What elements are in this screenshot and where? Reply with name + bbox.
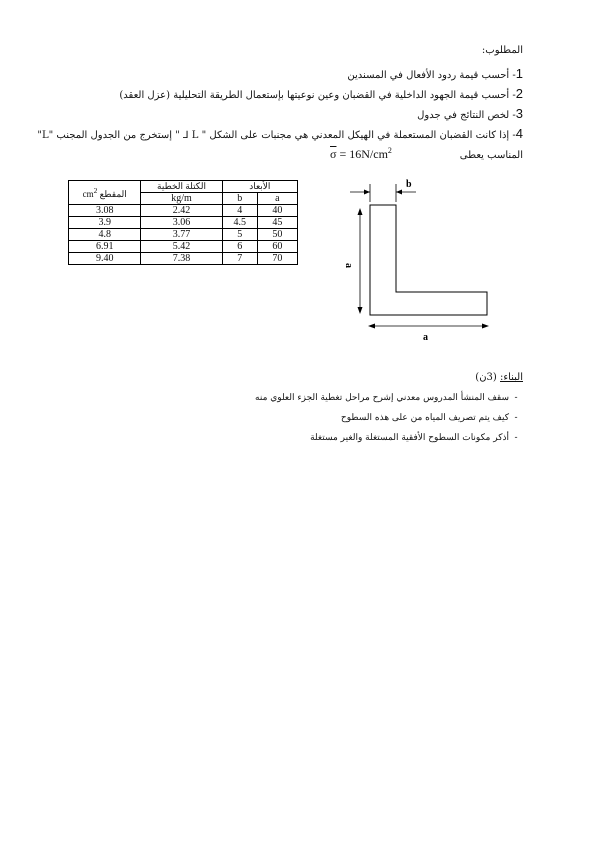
table-row bbox=[69, 217, 298, 229]
construction-points: (3ن) bbox=[475, 372, 497, 383]
task-number: 4 bbox=[515, 126, 523, 141]
header-mass-unit: kg/m bbox=[141, 193, 222, 205]
cell-section: 9.40 bbox=[69, 253, 141, 265]
cell-a: 45 bbox=[257, 217, 297, 229]
section-label: المقطع bbox=[99, 189, 127, 199]
bullet-dash: - bbox=[514, 413, 518, 423]
construction-title: البناء: bbox=[500, 372, 523, 383]
cell-mass: 3.77 bbox=[141, 229, 222, 241]
dim-label-a-bottom: a bbox=[423, 332, 428, 343]
dim-arrowhead-left-bottom bbox=[368, 324, 375, 329]
section-unit-exp: 2 bbox=[93, 186, 98, 195]
cell-section: 3.08 bbox=[69, 205, 141, 217]
stress-value: = 16N/cm bbox=[339, 147, 388, 161]
dim-label-a-side: a bbox=[343, 263, 354, 268]
task-text: - أحسب قيمة الجهود الداخلية في القضبان وعين نوعيتها بإستعمال الطريقة التحليلية (عزل العقد) bbox=[119, 90, 516, 101]
dim-arrowhead-top bbox=[358, 208, 363, 215]
cell-a: 40 bbox=[257, 205, 297, 217]
sigma-symbol: $\overline{\sigma}$ bbox=[330, 147, 337, 161]
allowable-stress-formula bbox=[330, 146, 392, 162]
table-row bbox=[69, 253, 298, 265]
bullet-dash: - bbox=[514, 393, 518, 403]
dim-arrowhead-right-bottom bbox=[482, 324, 489, 329]
header-mass: الكتلة الخطية bbox=[141, 181, 222, 193]
cell-mass: 5.42 bbox=[141, 241, 222, 253]
cell-a: 60 bbox=[257, 241, 297, 253]
cell-section: 3.9 bbox=[69, 217, 141, 229]
cell-mass: 3.06 bbox=[141, 217, 222, 229]
bullet-item bbox=[255, 393, 523, 403]
header-b: b bbox=[222, 193, 257, 205]
task-1 bbox=[347, 66, 523, 81]
cell-a: 70 bbox=[257, 253, 297, 265]
task-2 bbox=[119, 86, 523, 101]
bullet-text: أذكر مكونات السطوح الأفقية المستغلة والغير مستغلة bbox=[310, 433, 509, 443]
task-number: 3 bbox=[515, 106, 523, 121]
bullet-dash: - bbox=[514, 433, 518, 443]
cell-b: 4.5 bbox=[222, 217, 257, 229]
cell-b: 7 bbox=[222, 253, 257, 265]
construction-heading bbox=[475, 372, 523, 383]
cell-b: 6 bbox=[222, 241, 257, 253]
header-a: a bbox=[257, 193, 297, 205]
task-number: 1 bbox=[515, 66, 523, 81]
stress-exponent: 2 bbox=[387, 146, 392, 155]
table-row bbox=[69, 241, 298, 253]
angle-profile-shape bbox=[370, 205, 487, 315]
bullet-item bbox=[341, 413, 523, 423]
task-number: 2 bbox=[515, 86, 523, 101]
dim-label-b: b bbox=[406, 179, 412, 190]
section-unit: cm bbox=[82, 189, 94, 199]
task-4-continuation: المناسب يعطى bbox=[459, 150, 523, 161]
cell-mass: 2.42 bbox=[141, 205, 222, 217]
cell-section: 6.91 bbox=[69, 241, 141, 253]
angle-profile-drawing bbox=[330, 170, 510, 350]
cell-b: 4 bbox=[222, 205, 257, 217]
dim-arrowhead-bottom bbox=[358, 307, 363, 314]
dim-arrowhead-right bbox=[396, 190, 402, 195]
header-section bbox=[69, 181, 141, 205]
table-row bbox=[69, 205, 298, 217]
task-text: - إذا كانت القضبان المستعملة في الهيكل المعدني هي مجنبات على الشكل " L ⅃ " إستخرج من الجدول المجنب "L" bbox=[37, 130, 516, 141]
requirements-heading: المطلوب: bbox=[481, 45, 523, 56]
angle-profiles-table bbox=[68, 180, 298, 265]
task-text: - أحسب قيمة ردود الأفعال في المسندين bbox=[347, 70, 516, 81]
task-4 bbox=[37, 126, 523, 141]
cell-mass: 7.38 bbox=[141, 253, 222, 265]
header-dims: الأبعاد bbox=[222, 181, 297, 193]
table-header-row bbox=[69, 181, 298, 193]
bullet-item bbox=[310, 433, 523, 443]
task-3 bbox=[417, 106, 523, 121]
cell-b: 5 bbox=[222, 229, 257, 241]
bullet-text: سقف المنشأ المدروس معدني إشرح مراحل تغطية الجزء العلوي منه bbox=[255, 393, 509, 403]
cell-section: 4.8 bbox=[69, 229, 141, 241]
bullet-text: كيف يتم تصريف المياه من على هذه السطوح bbox=[340, 413, 509, 423]
cell-a: 50 bbox=[257, 229, 297, 241]
table-row bbox=[69, 229, 298, 241]
task-text: - لخص النتائج في جدول bbox=[417, 110, 516, 121]
dim-arrowhead-left bbox=[364, 190, 370, 195]
